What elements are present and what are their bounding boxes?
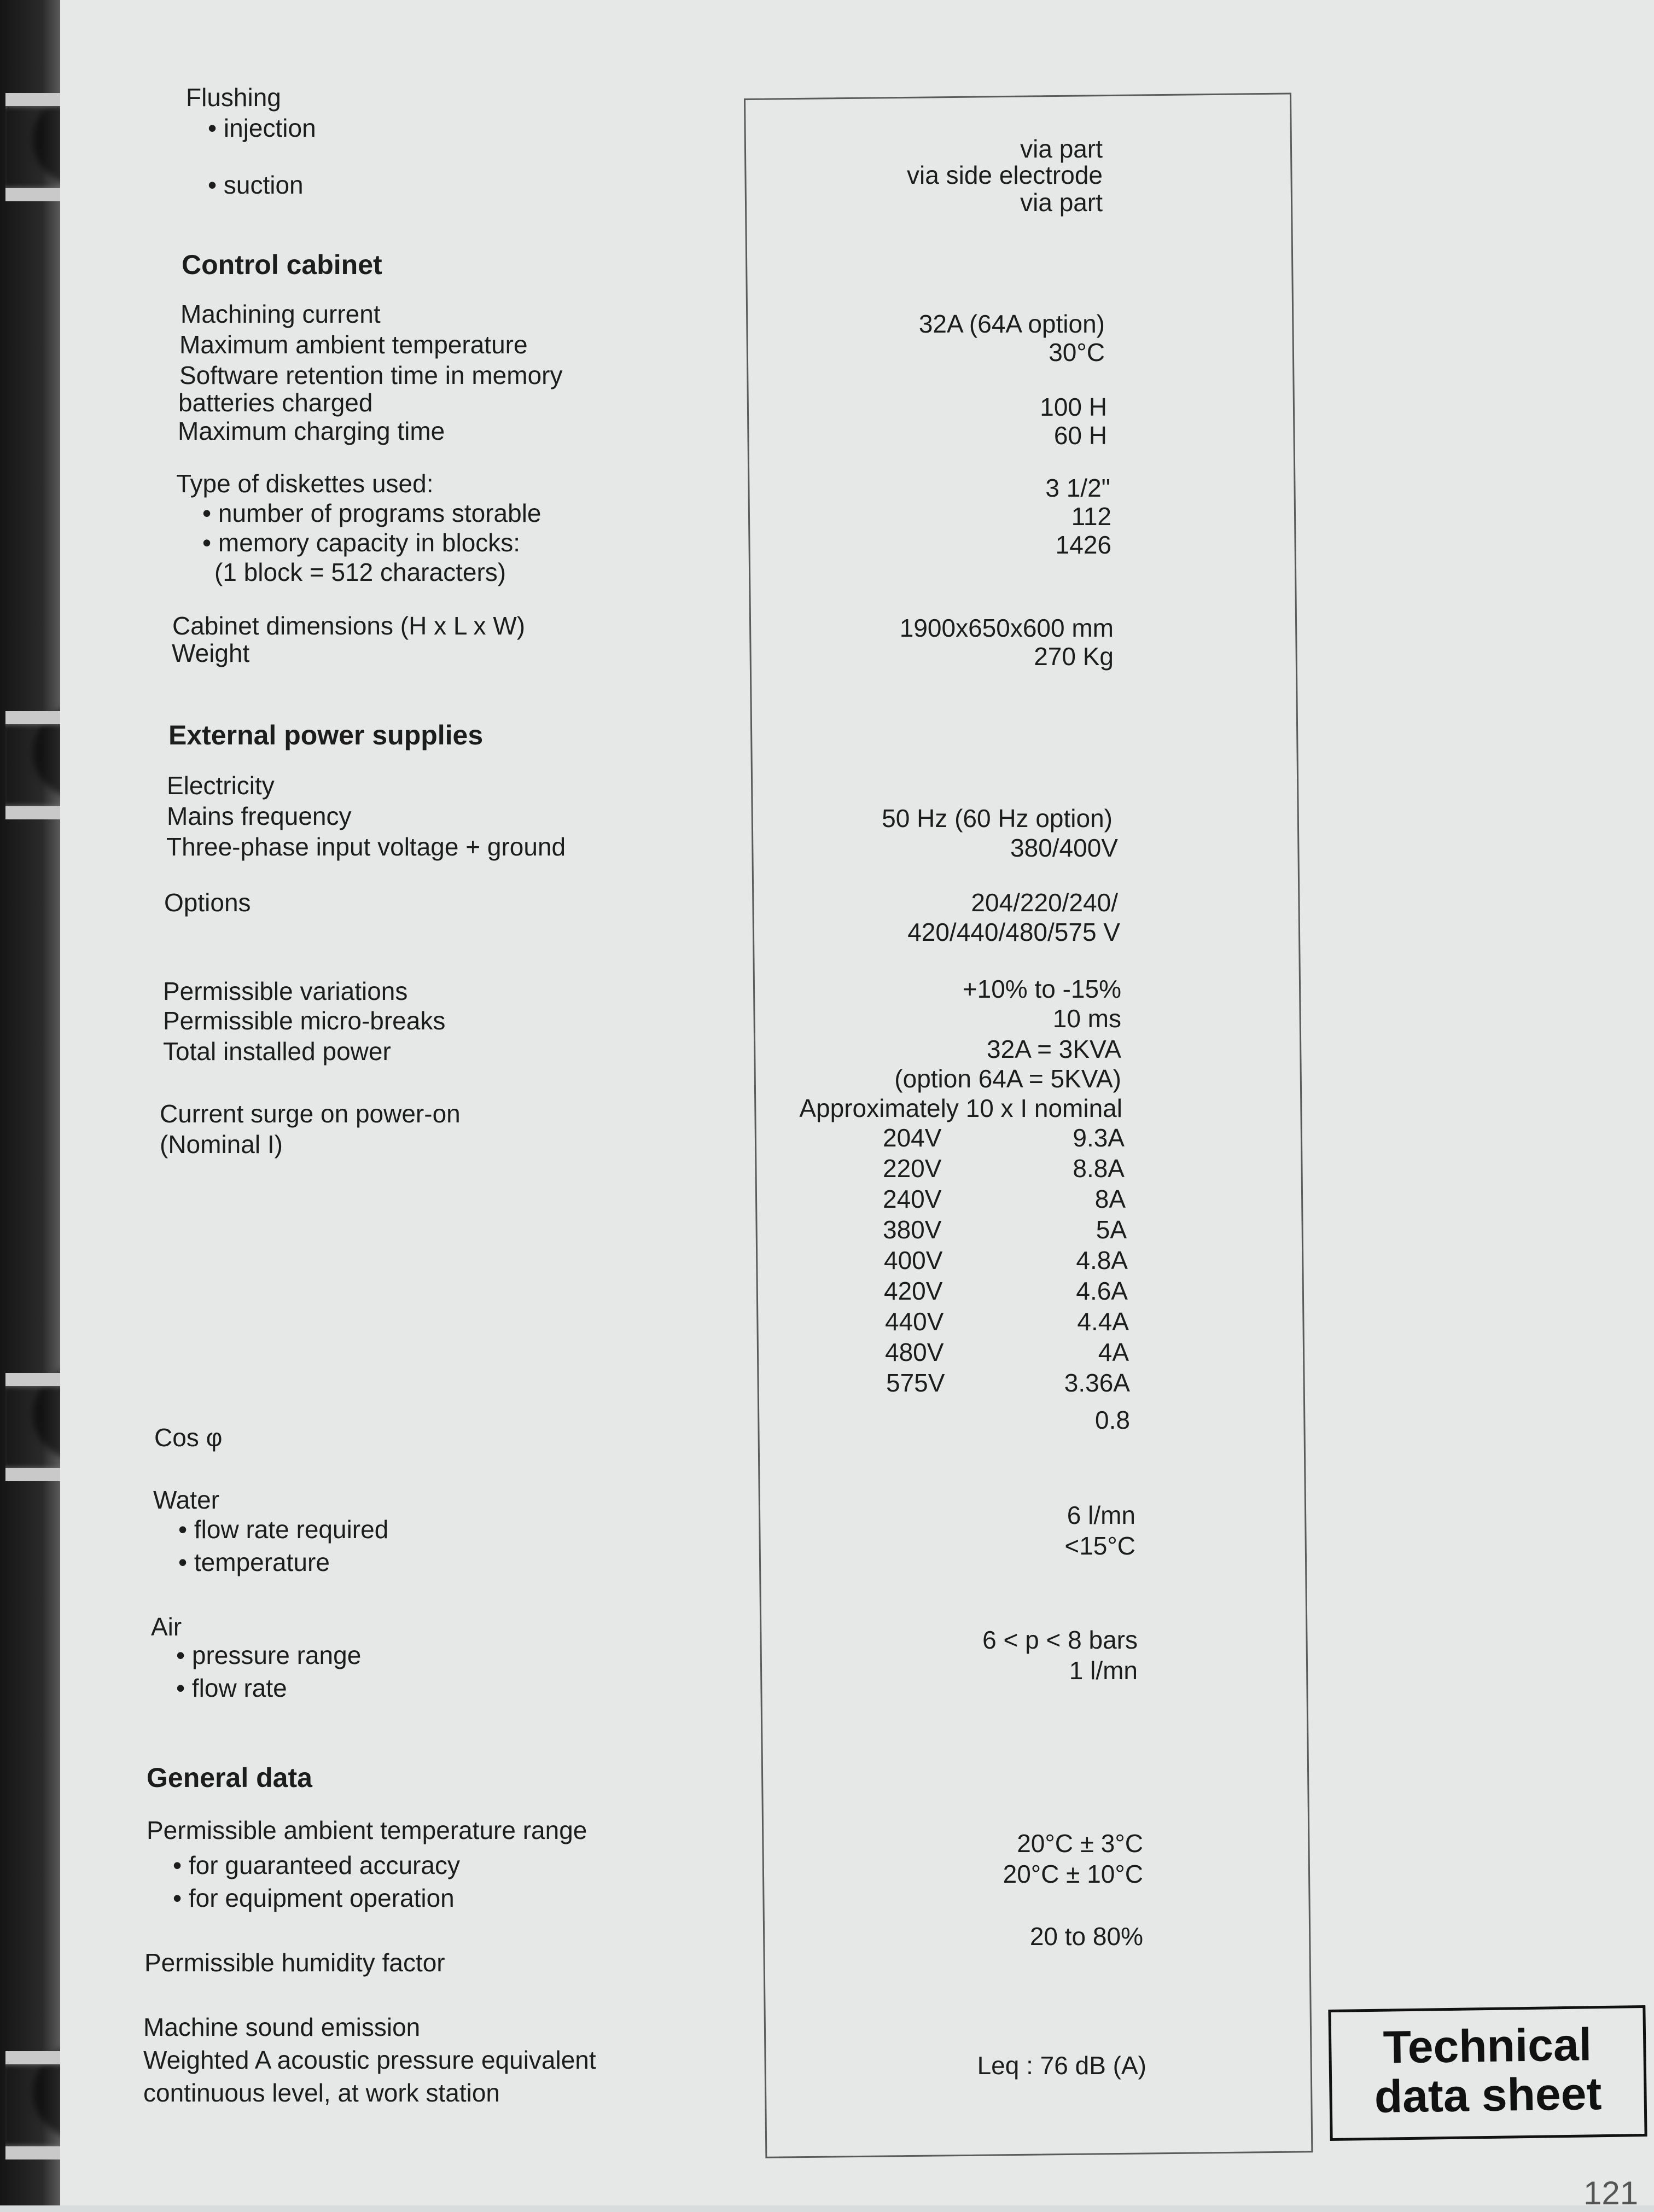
microbreaks-value: 10 ms bbox=[1052, 1004, 1121, 1033]
sound-label: Machine sound emission bbox=[143, 2013, 421, 2041]
dimensions-value: 1900x650x600 mm bbox=[899, 614, 1114, 642]
variations-label: Permissible variations bbox=[163, 977, 408, 1005]
diskettes-memory-value: 1426 bbox=[1055, 531, 1111, 559]
humidity-value: 20 to 80% bbox=[1029, 1922, 1143, 1951]
control-cabinet-heading: Control cabinet bbox=[182, 249, 382, 280]
spec-value: 60 H bbox=[1053, 421, 1107, 450]
surge-current: 5A bbox=[1096, 1215, 1127, 1244]
external-power-heading: External power supplies bbox=[168, 720, 484, 750]
page-number: 121 bbox=[1583, 2175, 1639, 2211]
spec-value: 30°C bbox=[1049, 338, 1105, 366]
water-temp-value: <15°C bbox=[1064, 1532, 1135, 1560]
accuracy-value: 20°C ± 3°C bbox=[1017, 1829, 1143, 1858]
surge-current: 9.3A bbox=[1073, 1124, 1125, 1152]
diskettes-programs-label: • number of programs storable bbox=[202, 499, 541, 527]
surge-current: 4.8A bbox=[1076, 1246, 1128, 1274]
diskettes-memory-label: • memory capacity in blocks: bbox=[202, 528, 521, 557]
surge-current: 4.6A bbox=[1076, 1277, 1128, 1305]
spec-label: batteries charged bbox=[178, 388, 373, 417]
weight-label: Weight bbox=[172, 639, 250, 667]
weight-value: 270 Kg bbox=[1034, 642, 1114, 671]
tag-title bbox=[1331, 2019, 1644, 2122]
options-value-1: 204/220/240/ bbox=[971, 888, 1118, 917]
spec-value: 100 H bbox=[1040, 393, 1107, 421]
air-flow-label: • flow rate bbox=[176, 1674, 287, 1702]
general-data-heading: General data bbox=[147, 1762, 312, 1793]
water-flow-label: • flow rate required bbox=[178, 1515, 389, 1544]
operation-label: • for equipment operation bbox=[173, 1884, 455, 1912]
voltage-label: Three-phase input voltage + ground bbox=[166, 833, 566, 861]
cos-phi-value: 0.8 bbox=[1095, 1406, 1130, 1434]
power-option: (option 64A = 5KVA) bbox=[894, 1064, 1121, 1093]
surge-label: Current surge on power-on bbox=[160, 1099, 461, 1128]
flushing-title: Flushing bbox=[186, 83, 281, 112]
tag-line-2: data sheet bbox=[1374, 2068, 1602, 2122]
diskettes-programs-value: 112 bbox=[1071, 502, 1111, 531]
water-flow-value: 6 l/mn bbox=[1067, 1501, 1135, 1529]
spec-value: 32A (64A option) bbox=[918, 310, 1105, 338]
water-temp-label: • temperature bbox=[178, 1548, 330, 1576]
water-label: Water bbox=[153, 1486, 219, 1514]
humidity-label: Permissible humidity factor bbox=[144, 1948, 445, 1977]
surge-current: 3.36A bbox=[1064, 1369, 1130, 1397]
surge-current: 8.8A bbox=[1073, 1154, 1125, 1183]
air-pressure-value: 6 < p < 8 bars bbox=[982, 1626, 1138, 1654]
flushing-value-2: via side electrode bbox=[907, 161, 1103, 189]
voltage-value: 380/400V bbox=[1010, 834, 1118, 862]
surge-current: 8A bbox=[1094, 1185, 1126, 1213]
spec-label: Machining current bbox=[180, 300, 381, 328]
diskettes-block-note: (1 block = 512 characters) bbox=[214, 558, 506, 586]
surge-voltage: 380V bbox=[883, 1215, 942, 1244]
spec-label: Software retention time in memory bbox=[179, 361, 563, 389]
surge-current: 4A bbox=[1098, 1338, 1129, 1366]
surge-voltage: 204V bbox=[883, 1124, 942, 1152]
variations-value: +10% to -15% bbox=[962, 975, 1121, 1003]
temp-range-label: Permissible ambient temperature range bbox=[147, 1816, 587, 1844]
flushing-value-1: via part bbox=[1020, 135, 1103, 163]
microbreaks-label: Permissible micro-breaks bbox=[163, 1006, 446, 1035]
air-pressure-label: • pressure range bbox=[176, 1641, 362, 1669]
power-label: Total installed power bbox=[163, 1037, 391, 1066]
technical-data-sheet-tag bbox=[1328, 2005, 1647, 2141]
spec-label: Maximum charging time bbox=[178, 417, 445, 445]
binder-edge bbox=[0, 0, 60, 2205]
accuracy-label: • for guaranteed accuracy bbox=[173, 1851, 460, 1879]
flushing-injection-label: • injection bbox=[208, 114, 316, 142]
spec-label: Maximum ambient temperature bbox=[179, 330, 528, 359]
cos-phi-label: Cos φ bbox=[154, 1423, 223, 1452]
options-label: Options bbox=[164, 888, 251, 917]
surge-voltage: 480V bbox=[885, 1338, 944, 1366]
surge-current: 4.4A bbox=[1077, 1307, 1129, 1336]
surge-voltage: 575V bbox=[886, 1369, 945, 1397]
sound-line-2: Weighted A acoustic pressure equivalent bbox=[143, 2046, 596, 2074]
air-flow-value: 1 l/mn bbox=[1069, 1656, 1138, 1685]
diskettes-value: 3 1/2" bbox=[1045, 474, 1110, 502]
surge-sub-label: (Nominal I) bbox=[160, 1130, 283, 1159]
surge-value: Approximately 10 x I nominal bbox=[799, 1094, 1122, 1122]
flushing-value-3: via part bbox=[1020, 188, 1103, 217]
diskettes-label: Type of diskettes used: bbox=[176, 469, 434, 498]
mains-value: 50 Hz (60 Hz option) bbox=[882, 804, 1113, 833]
sound-value: Leq : 76 dB (A) bbox=[977, 2051, 1146, 2080]
surge-voltage: 400V bbox=[884, 1246, 943, 1274]
surge-voltage: 440V bbox=[885, 1307, 944, 1336]
power-value: 32A = 3KVA bbox=[987, 1035, 1121, 1063]
tag-line-1: Technical bbox=[1383, 2018, 1592, 2073]
air-label: Air bbox=[151, 1613, 182, 1641]
surge-voltage: 220V bbox=[883, 1154, 942, 1183]
electricity-label: Electricity bbox=[167, 771, 275, 800]
surge-voltage: 420V bbox=[884, 1277, 943, 1305]
operation-value: 20°C ± 10°C bbox=[1003, 1860, 1143, 1888]
dimensions-label: Cabinet dimensions (H x L x W) bbox=[172, 612, 526, 640]
options-value-2: 420/440/480/575 V bbox=[907, 918, 1120, 946]
sound-line-3: continuous level, at work station bbox=[143, 2079, 500, 2107]
flushing-suction-label: • suction bbox=[208, 171, 304, 199]
mains-label: Mains frequency bbox=[167, 802, 352, 830]
surge-voltage: 240V bbox=[883, 1185, 942, 1213]
